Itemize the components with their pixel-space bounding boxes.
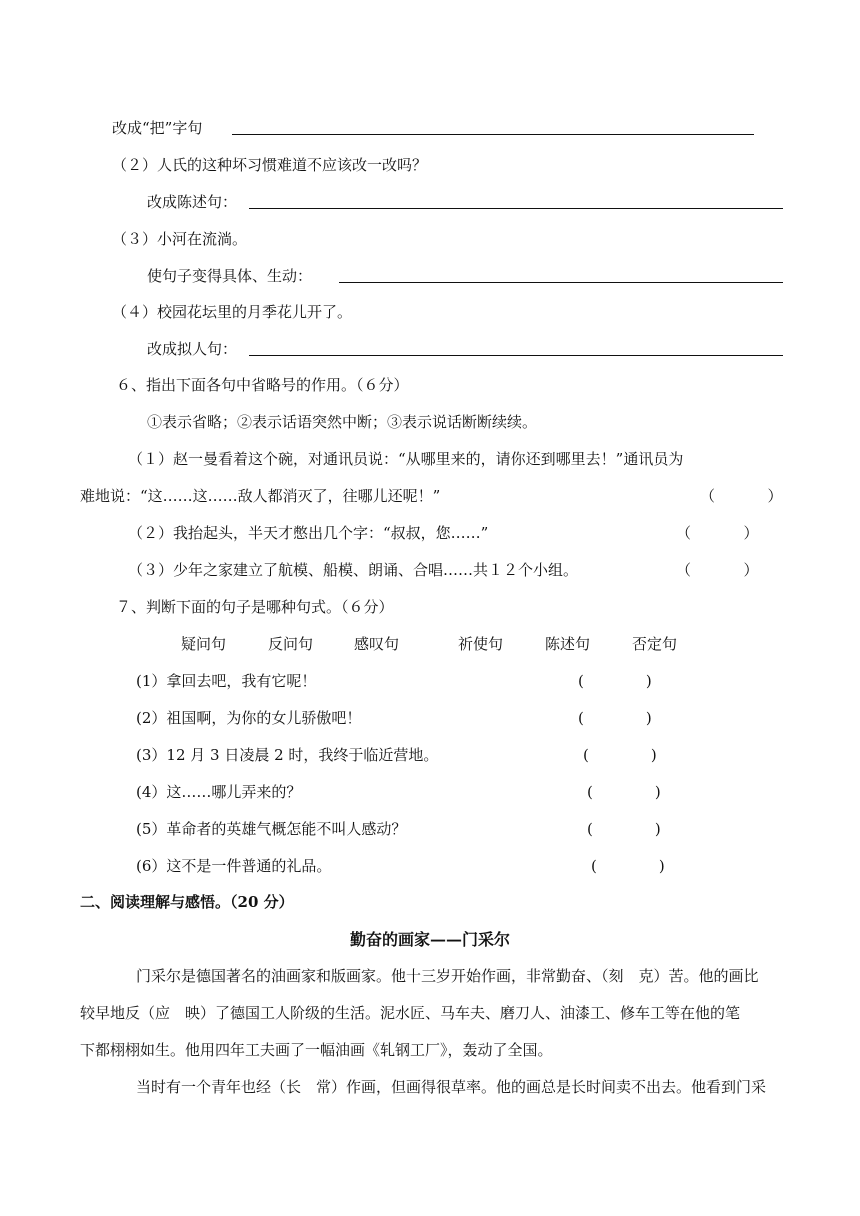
- q7-item3-answer-blank[interactable]: ( ): [583, 746, 657, 764]
- q5-item2: （２）人氏的这种坏习惯难道不应该改一改吗？: [112, 156, 428, 174]
- passage-title: 勤奋的画家——门采尔: [349, 930, 510, 949]
- q6-item1-line1: （１）赵一曼看着这个碗，对通讯员说：“从哪里来的，请你还到哪里去！”通讯员为: [128, 450, 684, 468]
- q5-ba-answer-line[interactable]: [232, 134, 754, 135]
- q7-type-rhetorical: 反问句: [268, 635, 314, 653]
- q5-item3: （３）小河在流淌。: [112, 230, 248, 248]
- q5-item2-task: 改成陈述句：: [147, 193, 238, 211]
- q7-type-exclamatory: 感叹句: [354, 635, 400, 653]
- q5-item4: （４）校园花坛里的月季花儿开了。: [112, 303, 353, 321]
- q6-heading: ６、指出下面各句中省略号的作用。（６分）: [116, 376, 409, 394]
- q7-type-declarative: 陈述句: [545, 635, 591, 653]
- q7-item6-answer-blank[interactable]: ( ): [591, 857, 665, 875]
- q7-type-question: 疑问句: [181, 635, 227, 653]
- q5-item3-task: 使句子变得具体、生动：: [147, 267, 313, 285]
- section2-heading: 二、阅读理解与感悟。（20 分）: [80, 893, 294, 911]
- q5-ba-label: 改成“把”字句: [112, 119, 203, 137]
- q7-item4: (4）这……哪儿弄来的？: [136, 783, 302, 801]
- passage-p1-line1: 门采尔是德国著名的油画家和版画家。他十三岁开始作画，非常勤奋、（刻 克）苦。他的画比: [136, 967, 759, 985]
- q7-heading: ７、判断下面的句子是哪种句式。（６分）: [116, 598, 394, 616]
- q7-item5: (5）革命者的英雄气概怎能不叫人感动？: [136, 820, 407, 838]
- q7-item1-answer-blank[interactable]: ( ): [578, 672, 652, 690]
- q6-item2-answer-blank[interactable]: （ ）: [676, 524, 759, 542]
- q5-item2-answer-line[interactable]: [249, 208, 783, 209]
- passage-p1-line3: 下都栩栩如生。他用四年工夫画了一幅油画《轧钢工厂》，轰动了全国。: [80, 1041, 553, 1059]
- q5-item4-answer-line[interactable]: [249, 355, 783, 356]
- q7-item3: (3）12 月 3 日凌晨 2 时，我终于临近营地。: [136, 746, 439, 764]
- q7-item1: (1）拿回去吧，我有它呢！: [136, 672, 317, 690]
- q6-item1-answer-blank[interactable]: （ ）: [700, 487, 783, 505]
- passage-p1-line2: 较早地反（应 映）了德国工人阶级的生活。泥水匠、马车夫、磨刀人、油漆工、修车工等在他的笔: [80, 1004, 741, 1022]
- q7-item4-answer-blank[interactable]: ( ): [587, 783, 661, 801]
- q7-item2: (2）祖国啊，为你的女儿骄傲吧！: [136, 709, 362, 727]
- q7-item6: (6）这不是一件普通的礼品。: [136, 857, 332, 875]
- q6-item3-answer-blank[interactable]: （ ）: [676, 561, 759, 579]
- q5-item3-answer-line[interactable]: [339, 282, 783, 283]
- q7-item2-answer-blank[interactable]: ( ): [578, 709, 652, 727]
- q5-item4-task: 改成拟人句：: [147, 340, 238, 358]
- q6-item1-line2: 难地说：“这……这……敌人都消灭了，往哪儿还呢！”: [80, 487, 441, 505]
- q7-type-negative: 否定句: [632, 635, 678, 653]
- q6-options: ①表示省略；②表示话语突然中断；③表示说话断断续续。: [147, 413, 538, 431]
- q7-item5-answer-blank[interactable]: ( ): [587, 820, 661, 838]
- q6-item3: （３）少年之家建立了航模、船模、朗诵、合唱……共１２个小组。: [128, 561, 579, 579]
- passage-p2-line1: 当时有一个青年也经（长 常）作画，但画得很草率。他的画总是长时间卖不出去。他看到门采: [136, 1078, 767, 1096]
- q6-item2: （２）我抬起头，半天才憋出几个字：“叔叔，您……”: [128, 524, 489, 542]
- q7-type-imperative: 祈使句: [458, 635, 504, 653]
